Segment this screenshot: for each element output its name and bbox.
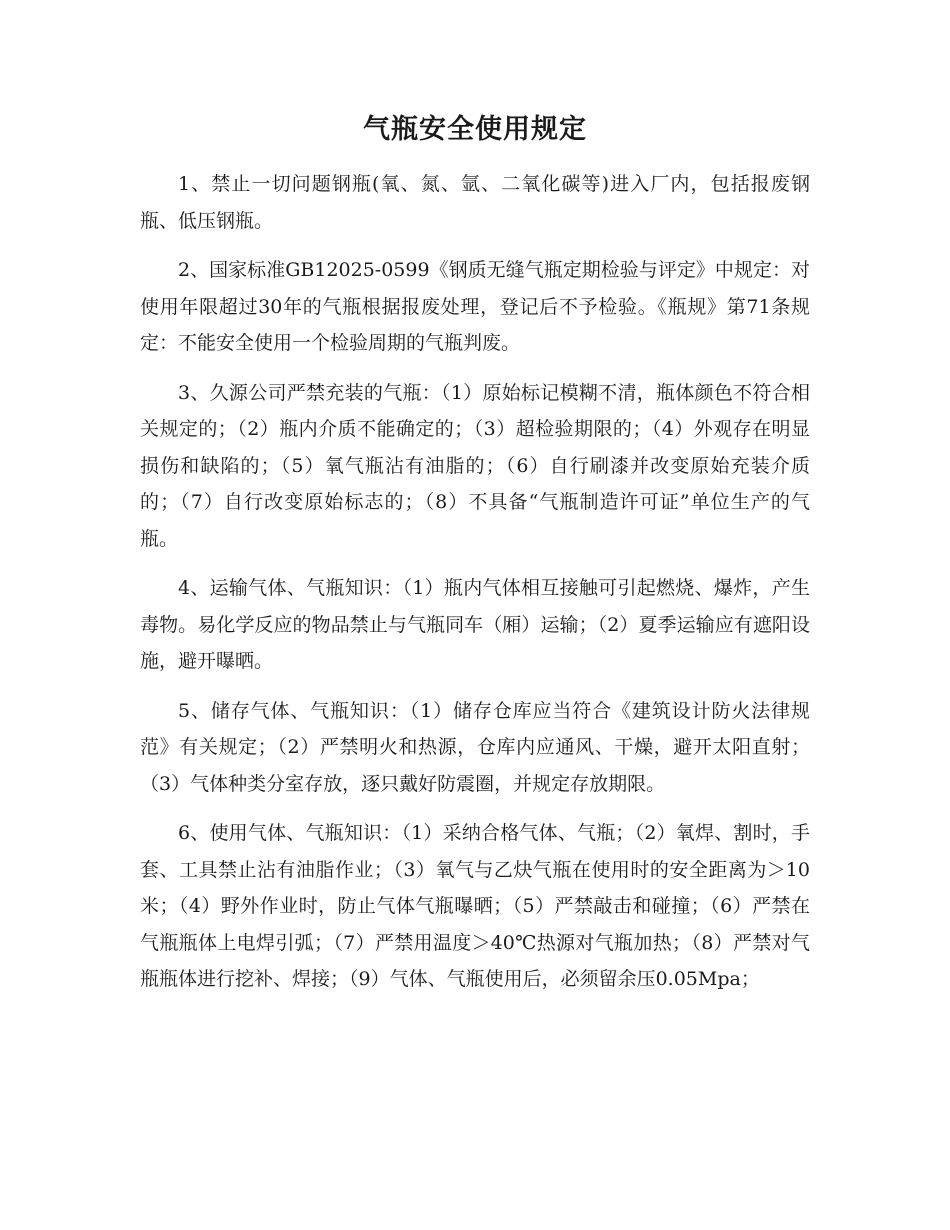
paragraph-6: 6、使用气体、气瓶知识：（1）采纳合格气体、气瓶；（2）氧焊、割时，手套、工具禁止沾有油脂作业；（3）氧气与乙炔气瓶在使用时的安全距离为＞10米；（4）野外作业时，防止气体气瓶曝晒；（5）严禁敲击和碰撞；（6）严禁在气瓶瓶体上电焊引弧；（7）严禁用温度＞40℃热源对气瓶加热；（8）严禁对气瓶瓶体进行挖补、焊接；（9）气体、气瓶使用后，必须留余压0.05Mpa； xyxy=(140,822,810,990)
paragraph-4: 4、运输气体、气瓶知识：（1）瓶内气体相互接触可引起燃烧、爆炸，产生毒物。易化学反应的物品禁止与气瓶同车（厢）运输；（2）夏季运输应有遮阳设施，避开曝晒。 xyxy=(140,577,810,672)
document-title: 气瓶安全使用规定 xyxy=(363,114,587,145)
paragraph-5: 5、储存气体、气瓶知识：（1）储存仓库应当符合《建筑设计防火法律规范》有关规定；（2）严禁明火和热源，仓库内应通风、干燥，避开太阳直射；（3）气体种类分室存放，逐只戴好防震圈，并规定存放期限。 xyxy=(140,699,810,795)
document-body xyxy=(140,166,810,1011)
paragraph-2: 2、国家标准GB12025-0599《钢质无缝气瓶定期检验与评定》中规定：对使用年限超过30年的气瓶根据报废处理，登记后不予检验。《瓶规》第71条规定：不能安全使用一个检验周期的气瓶判废。 xyxy=(140,259,810,354)
paragraph-1: 1、禁止一切问题钢瓶(氧、氮、氩、二氧化碳等)进入厂内，包括报废钢瓶、低压钢瓶。 xyxy=(140,173,810,232)
paragraph-3: 3、久源公司严禁充装的气瓶：（1）原始标记模糊不清，瓶体颜色不符合相关规定的；（2）瓶内介质不能确定的；（3）超检验期限的；（4）外观存在明显损伤和缺陷的；（5）氧气瓶沾有油脂的；（6）自行刷漆并改变原始充装介质的；（7）自行改变原始标志的；（8）不具备“气瓶制造许可证”单位生产的气瓶。 xyxy=(140,381,810,550)
